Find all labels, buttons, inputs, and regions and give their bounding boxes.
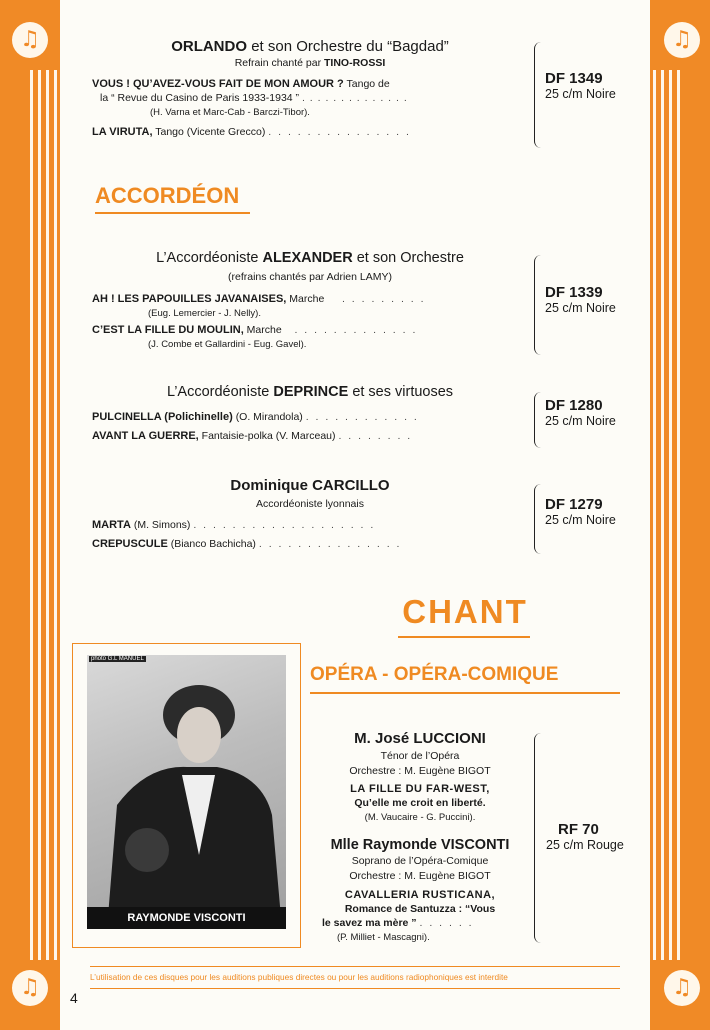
track-title: AVANT LA GUERRE,: [92, 430, 199, 442]
border-stripe: [669, 70, 672, 960]
dot-leader: . . . . . . . . .: [327, 293, 426, 305]
track-credits: (O. Mirandola): [235, 411, 303, 423]
artist-prefix: L’Accordéoniste: [166, 384, 270, 400]
catalog-number: DF 1279: [545, 496, 603, 513]
portrait-photo: [87, 655, 286, 929]
artist-rest: et ses virtuoses: [352, 384, 454, 400]
catalog-number: DF 1339: [545, 284, 603, 301]
border-stripe: [677, 70, 680, 960]
refrain: (refrains chantés par Adrien LAMY): [228, 271, 392, 283]
orlando-track1-cont: [100, 92, 408, 105]
luccioni-name: M. José LUCCIONI: [354, 730, 486, 747]
border-stripe: [30, 70, 33, 960]
dot-leader: . . . . . . . . . . . . . . . . . . .: [193, 519, 376, 531]
page-number: 4: [70, 990, 78, 1006]
section-heading-accordeon: ACCORDÉON: [95, 183, 240, 208]
deprince-catalog: [545, 397, 616, 428]
right-border: [650, 0, 710, 1030]
track-title: CAVALLERIA RUSTICANA,: [344, 889, 496, 901]
track-continuation: la “ Revue du Casino de Paris 1933-1934 ”: [100, 92, 300, 104]
border-stripe: [46, 70, 49, 960]
track-title: LA FILLE DU FAR-WEST,: [350, 783, 490, 795]
artist-name: ORLANDO: [171, 38, 248, 55]
border-stripe: [661, 70, 664, 960]
track-credits: (M. Vaucaire - G. Puccini).: [364, 812, 476, 823]
visconti-orchestra: Orchestre : M. Eugène BIGOT: [349, 870, 491, 882]
bracket: [534, 484, 541, 554]
price: 25 c/m Rouge: [546, 838, 624, 852]
track-credits: (Eug. Lemercier - J. Nelly).: [148, 308, 261, 319]
track-credits: (M. Simons): [133, 519, 191, 531]
track-title: PULCINELLA (Polichinelle): [92, 411, 233, 423]
track-title: MARTA: [92, 519, 131, 531]
artist-name: ALEXANDER: [262, 250, 353, 266]
track-title: Qu’elle me croit en liberté.: [354, 797, 486, 809]
dot-leader: . . . . . . . . . . . . .: [284, 324, 418, 336]
section-heading-chant: CHANT: [402, 593, 528, 630]
orlando-track1: [92, 78, 390, 91]
track-title: AH ! LES PAPOUILLES JAVANAISES,: [92, 293, 287, 305]
heading-underline: [310, 692, 620, 694]
catalog-number: DF 1349: [545, 70, 603, 87]
luccioni-orchestra: Orchestre : M. Eugène BIGOT: [349, 765, 491, 777]
track-credits: (Bianco Bachicha): [170, 538, 256, 550]
music-note-icon: ♫: [12, 970, 48, 1006]
deprince-track2: [92, 430, 412, 443]
photo-caption: RAYMONDE VISCONTI: [87, 907, 286, 929]
track-credits: (H. Varna et Marc-Cab - Barczi-Tibor).: [150, 107, 310, 118]
track-genre: Tango de: [346, 78, 390, 90]
artist-prefix: L’Accordéoniste: [156, 250, 259, 266]
opera-catalog: [546, 821, 624, 852]
section-heading-opera: OPÉRA - OPÉRA-COMIQUE: [310, 664, 559, 685]
footer-notice: L’utilisation de ces disques pour les auditions publiques directes ou pour les auditions radiophoniques est interdite: [90, 972, 508, 982]
left-border: [0, 0, 60, 1030]
border-stripe: [653, 70, 656, 960]
carcillo-subtitle: Accordéoniste lyonnais: [256, 498, 364, 510]
alexander-track1: [92, 293, 426, 306]
alexander-catalog: [545, 284, 616, 315]
border-stripe: [38, 70, 41, 960]
track-genre: Marche: [246, 324, 282, 336]
artist-rest: et son Orchestre du “Bagdad”: [251, 38, 449, 55]
deprince-artist: [90, 384, 530, 400]
catalog-number: RF 70: [558, 821, 599, 838]
music-note-icon: ♫: [664, 970, 700, 1006]
carcillo-catalog: [545, 496, 616, 527]
luccioni-role: Ténor de l’Opéra: [380, 750, 460, 762]
price: 25 c/m Noire: [545, 414, 616, 428]
dot-leader: . . . . . . . . . . . . . . .: [268, 126, 411, 138]
alexander-artist: [90, 250, 530, 266]
carcillo-artist: Dominique CARCILLO: [230, 477, 390, 494]
price: 25 c/m Noire: [545, 87, 616, 101]
artist-rest: et son Orchestre: [356, 250, 464, 266]
visconti-role: Soprano de l’Opéra-Comique: [351, 855, 489, 867]
portrait-silhouette: [87, 655, 286, 929]
refrain-singer: TINO-ROSSI: [324, 57, 386, 69]
visconti-name: Mlle Raymonde VISCONTI: [330, 837, 510, 853]
orlando-catalog: [545, 70, 616, 101]
music-note-icon: ♫: [664, 22, 700, 58]
dot-leader: . . . . . . . . . . . .: [305, 411, 419, 423]
refrain-label: Refrain chanté par: [234, 57, 322, 69]
footer-rule: [90, 966, 620, 967]
heading-underline: [398, 636, 530, 638]
heading-underline: [95, 212, 250, 214]
track-title: VOUS ! QU’AVEZ-VOUS FAIT DE MON AMOUR ?: [92, 78, 344, 90]
carcillo-track2: [92, 538, 401, 551]
price: 25 c/m Noire: [545, 301, 616, 315]
orlando-artist: [90, 38, 530, 55]
alexander-track2: [92, 324, 417, 337]
deprince-track1: [92, 411, 419, 424]
track-genre: Fantaisie-polka (V. Marceau): [201, 430, 336, 442]
track-title: le savez ma mère ”: [322, 917, 417, 929]
bracket: [534, 255, 541, 355]
visconti-track-title-3: [322, 917, 474, 930]
carcillo-track1: [92, 519, 375, 532]
footer-rule: [90, 988, 620, 989]
orlando-refrain: [90, 57, 530, 69]
border-stripe: [54, 70, 57, 960]
dot-leader: . . . . . . . . . . . . . . .: [258, 538, 402, 550]
music-note-icon: ♫: [12, 22, 48, 58]
track-genre: Tango (Vicente Grecco): [155, 126, 266, 138]
bracket: [534, 392, 541, 448]
bracket: [534, 42, 541, 148]
dot-leader: . . . . . . . .: [338, 430, 413, 442]
track-title: LA VIRUTA,: [92, 126, 153, 138]
track-genre: Marche: [289, 293, 325, 305]
bracket: [534, 733, 541, 943]
artist-name: DEPRINCE: [273, 384, 349, 400]
track-title: C’EST LA FILLE DU MOULIN,: [92, 324, 244, 336]
photo-credit: photo G.L MANUEL: [91, 656, 144, 662]
track-title: CREPUSCULE: [92, 538, 168, 550]
price: 25 c/m Noire: [545, 513, 616, 527]
dot-leader: . . . . . .: [419, 917, 474, 929]
track-credits: (J. Combe et Gallardini - Eug. Gavel).: [148, 339, 307, 350]
track-credits: (P. Milliet - Mascagni).: [337, 932, 430, 943]
orlando-track2: [92, 126, 411, 139]
catalog-number: DF 1280: [545, 397, 603, 414]
dot-leader: . . . . . . . . . . . . . .: [301, 92, 408, 104]
track-title: Romance de Santuzza : “Vous: [344, 903, 496, 915]
